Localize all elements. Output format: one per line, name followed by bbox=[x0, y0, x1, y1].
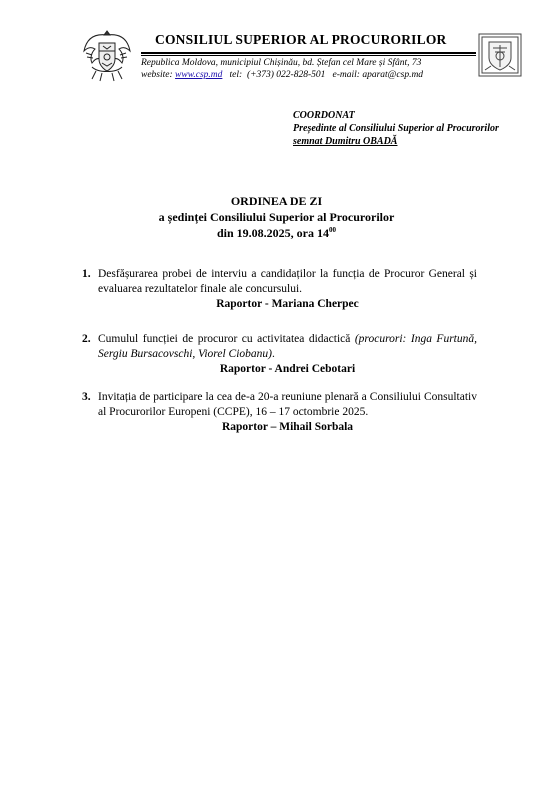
agenda-item-reporter: Raportor - Andrei Cebotari bbox=[219, 363, 356, 375]
header-divider bbox=[141, 52, 476, 54]
agenda-item-text: Cumulul funcției de procuror cu activitatea didactică bbox=[98, 333, 355, 345]
agenda-item-note: (procurori: Inga Furtună, Sergiu Bursacovschi, Viorel Ciobanu) bbox=[98, 333, 477, 360]
agenda-item-text: Desfășurarea probei de interviu a candidaților la funcția de Procuror General și evaluarea rezultatelor finale ale concursului. bbox=[98, 268, 477, 295]
agenda-item-number: 2. bbox=[82, 333, 91, 345]
website-link[interactable]: www.csp.md bbox=[175, 70, 223, 80]
agenda-item bbox=[82, 390, 477, 435]
header-divider-thin bbox=[141, 55, 476, 56]
email-label: e-mail: bbox=[332, 70, 360, 80]
approval-status: COORDONAT bbox=[293, 110, 355, 121]
agenda-item-number: 3. bbox=[82, 391, 91, 403]
approval-signature: semnat Dumitru OBADĂ bbox=[293, 136, 398, 147]
agenda-date bbox=[0, 226, 553, 241]
contact-line bbox=[141, 70, 423, 80]
email-value: aparat@csp.md bbox=[362, 70, 424, 80]
approval-position: Președinte al Consiliului Superior al Procurorilor bbox=[293, 123, 499, 134]
tel-label: tel: bbox=[229, 70, 243, 80]
agenda-item-text: Invitația de participare la cea de-a 20-a reuniune plenară a Consiliului Consultativ al Procurorilor Europeni (CCPE), 16 – 17 octombrie 2025. bbox=[98, 391, 477, 418]
address-line: Republica Moldova, municipiul Chișinău, bd. Ștefan cel Mare și Sfânt, 73 bbox=[141, 58, 422, 68]
agenda-date-text: din 19.08.2025, ora 14 bbox=[216, 226, 329, 240]
tel-value: (+373) 022-828-501 bbox=[246, 70, 326, 80]
moldova-coat-of-arms-icon bbox=[82, 27, 132, 83]
agenda-item-text-end: . bbox=[271, 348, 275, 360]
agenda-item-number: 1. bbox=[82, 268, 91, 280]
agenda-item bbox=[82, 267, 477, 312]
agenda-item bbox=[82, 332, 477, 377]
agenda-item-reporter: Raportor – Mihail Sorbala bbox=[221, 421, 354, 433]
agenda-subtitle: a ședinței Consiliului Superior al Procurorilor bbox=[158, 210, 395, 224]
organization-title: CONSILIUL SUPERIOR AL PROCURORILOR bbox=[155, 32, 447, 47]
website-label: website: bbox=[141, 70, 176, 80]
csp-seal-icon bbox=[477, 32, 523, 78]
agenda-item-reporter: Raportor - Mariana Cherpec bbox=[216, 298, 359, 310]
agenda-item-text-block bbox=[98, 332, 477, 362]
agenda-title: ORDINEA DE ZI bbox=[230, 194, 323, 208]
agenda-time-superscript: 00 bbox=[329, 226, 336, 234]
